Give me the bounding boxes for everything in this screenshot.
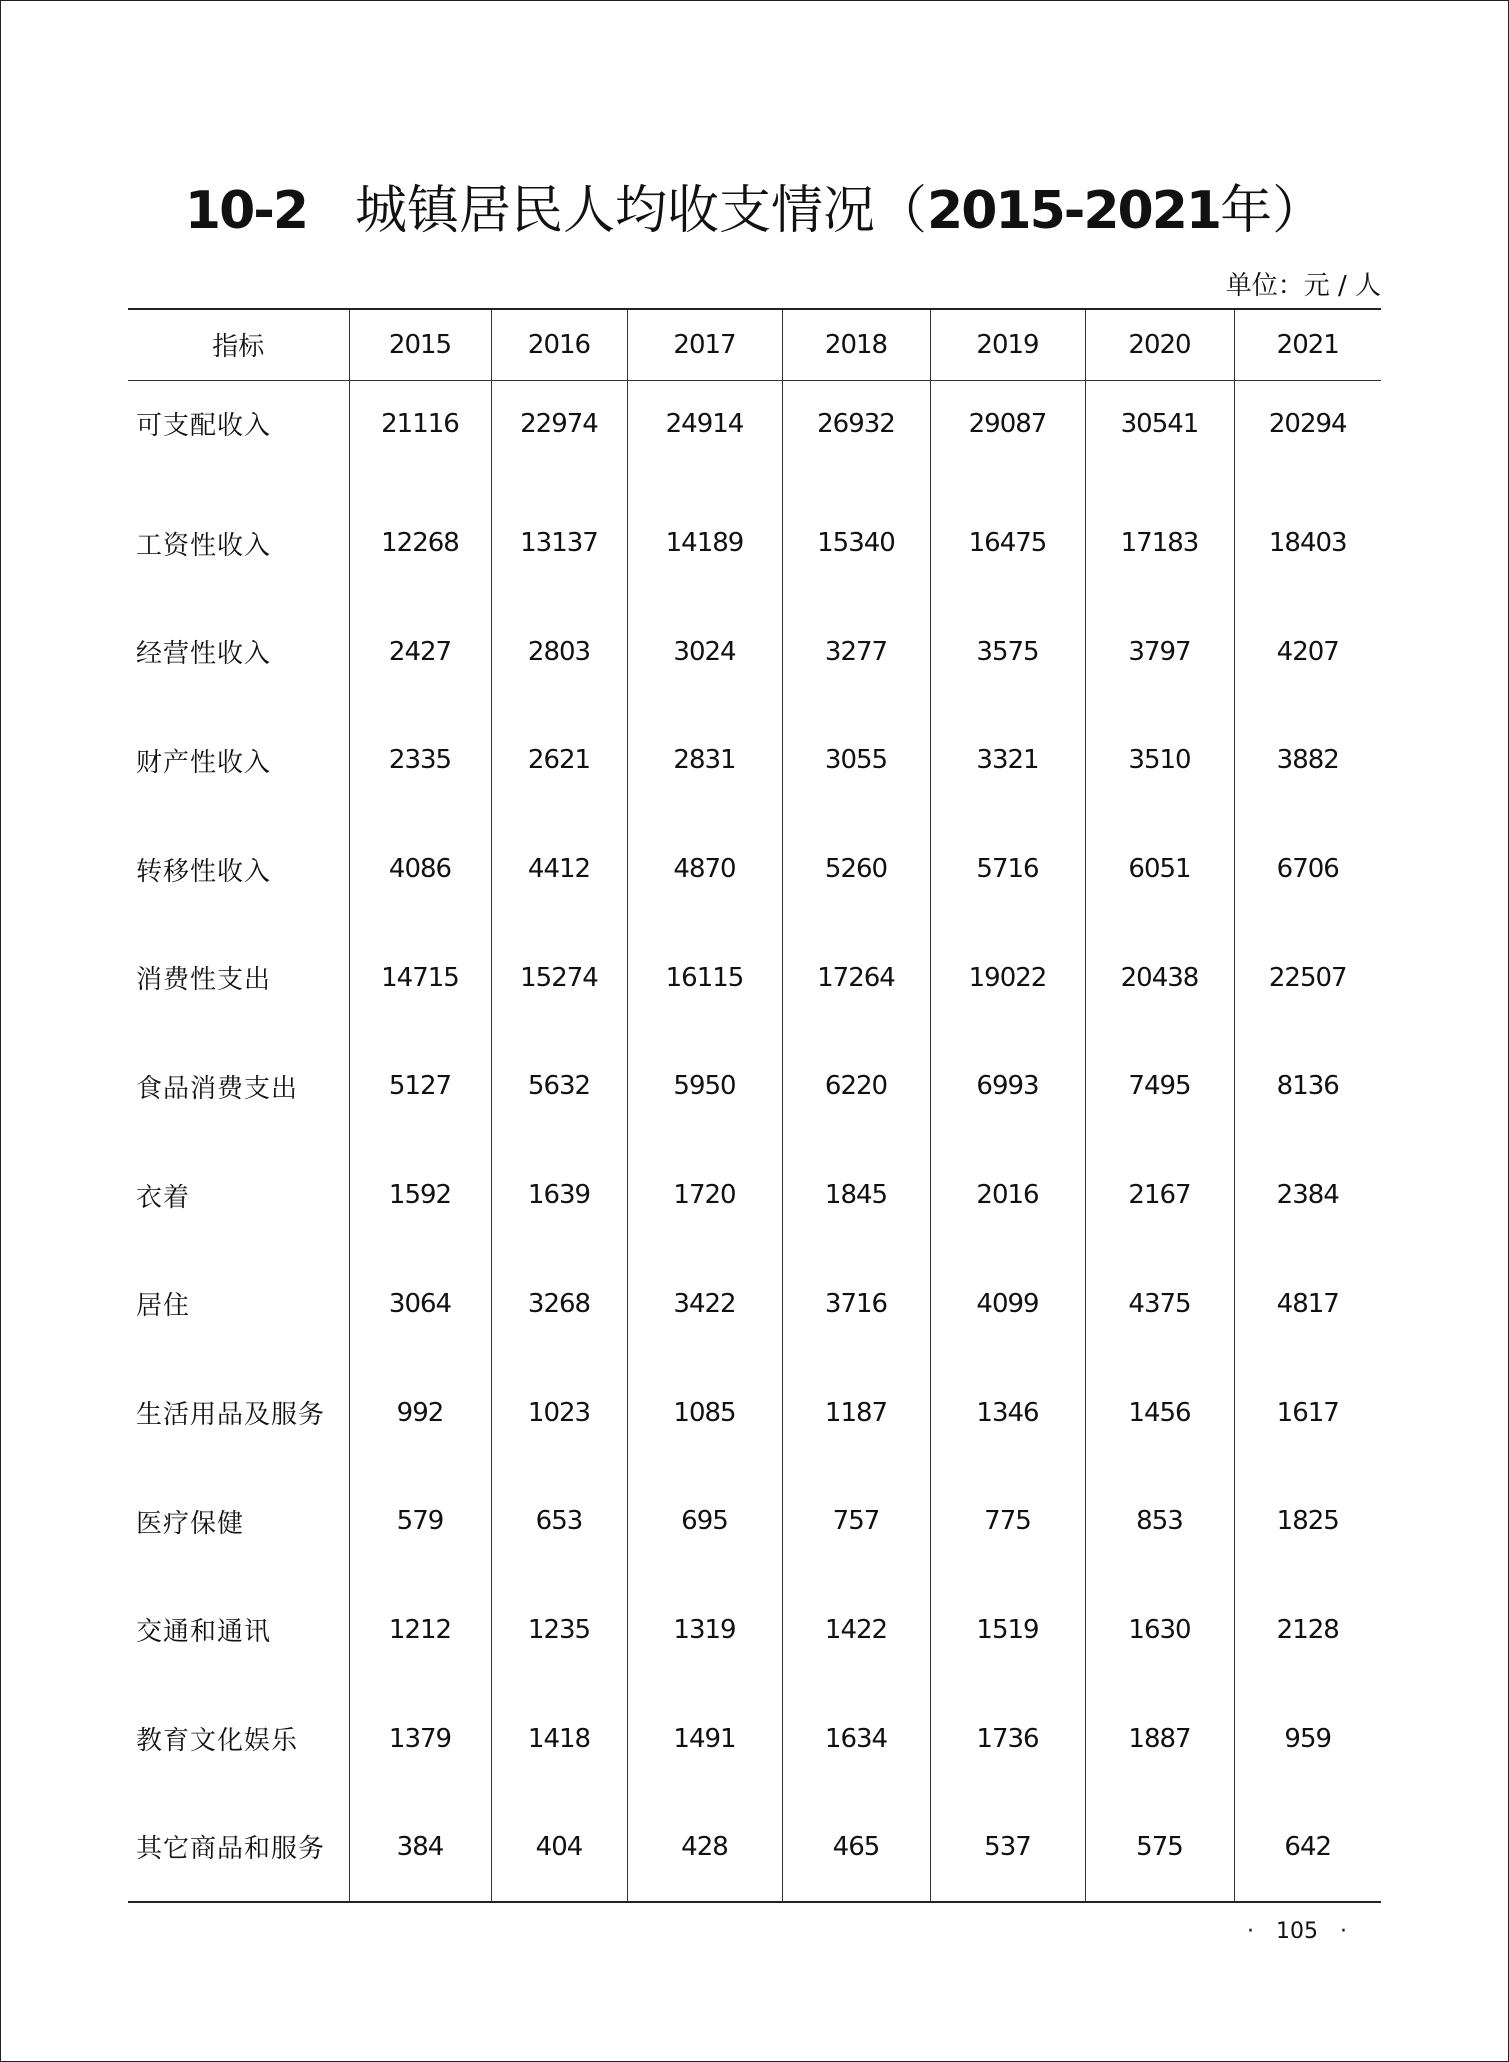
value-cell: 3055	[782, 706, 930, 815]
row-label: 其它商品和服务	[136, 1834, 326, 1865]
value-cell: 579	[349, 1467, 491, 1576]
value-cell: 575	[1085, 1793, 1234, 1902]
value-cell: 1630	[1085, 1576, 1234, 1685]
value-cell: 959	[1234, 1684, 1381, 1793]
page-title	[0, 176, 1509, 246]
header-year: 2020	[1085, 309, 1234, 380]
value-cell: 2384	[1234, 1141, 1381, 1250]
value-cell: 16115	[627, 923, 782, 1032]
value-cell: 5260	[782, 815, 930, 924]
value-cell: 1736	[930, 1684, 1085, 1793]
header-year: 2021	[1234, 309, 1381, 380]
value-cell: 3510	[1085, 706, 1234, 815]
value-cell: 1491	[627, 1684, 782, 1793]
value-cell: 3797	[1085, 597, 1234, 706]
value-cell: 4375	[1085, 1250, 1234, 1359]
value-cell: 4817	[1234, 1250, 1381, 1359]
value-cell: 14715	[349, 923, 491, 1032]
value-cell: 1720	[627, 1141, 782, 1250]
value-cell: 1212	[349, 1576, 491, 1685]
value-cell: 404	[491, 1793, 627, 1902]
header-year: 2016	[491, 309, 627, 380]
value-cell: 20294	[1234, 380, 1381, 489]
value-cell: 2128	[1234, 1576, 1381, 1685]
value-cell: 19022	[930, 923, 1085, 1032]
value-cell: 17264	[782, 923, 930, 1032]
value-cell: 2427	[349, 597, 491, 706]
unit-label: 单位：元 / 人	[1225, 271, 1381, 301]
value-cell: 7495	[1085, 1032, 1234, 1141]
value-cell: 757	[782, 1467, 930, 1576]
value-cell: 4207	[1234, 597, 1381, 706]
value-cell: 1825	[1234, 1467, 1381, 1576]
value-cell: 29087	[930, 380, 1085, 489]
value-cell: 1592	[349, 1141, 491, 1250]
value-cell: 853	[1085, 1467, 1234, 1576]
value-cell: 3277	[782, 597, 930, 706]
value-cell: 1422	[782, 1576, 930, 1685]
header-year: 2018	[782, 309, 930, 380]
table-header-row	[128, 309, 1381, 380]
value-cell: 2335	[349, 706, 491, 815]
value-cell: 1519	[930, 1576, 1085, 1685]
row-label: 医疗保健	[136, 1508, 245, 1539]
value-cell: 26932	[782, 380, 930, 489]
value-cell: 2016	[930, 1141, 1085, 1250]
value-cell: 3024	[627, 597, 782, 706]
value-cell: 20438	[1085, 923, 1234, 1032]
table-row	[128, 1467, 1381, 1576]
table-row	[128, 1793, 1381, 1902]
value-cell: 5632	[491, 1032, 627, 1141]
value-cell: 18403	[1234, 489, 1381, 598]
income-expenditure-table	[128, 308, 1381, 1903]
value-cell: 24914	[627, 380, 782, 489]
value-cell: 15340	[782, 489, 930, 598]
row-label: 生活用品及服务	[136, 1400, 326, 1431]
value-cell: 6220	[782, 1032, 930, 1141]
value-cell: 1023	[491, 1358, 627, 1467]
value-cell: 6993	[930, 1032, 1085, 1141]
table-row	[128, 597, 1381, 706]
title-text: 城镇居民人均收支情况（	[355, 181, 928, 241]
value-cell: 6706	[1234, 815, 1381, 924]
value-cell: 3716	[782, 1250, 930, 1359]
header-indicator: 指标	[212, 332, 265, 363]
value-cell: 2621	[491, 706, 627, 815]
value-cell: 1418	[491, 1684, 627, 1793]
table-row	[128, 706, 1381, 815]
row-label: 转移性收入	[136, 856, 272, 887]
value-cell: 5127	[349, 1032, 491, 1141]
value-cell: 12268	[349, 489, 491, 598]
value-cell: 5716	[930, 815, 1085, 924]
value-cell: 695	[627, 1467, 782, 1576]
value-cell: 992	[349, 1358, 491, 1467]
header-year: 2015	[349, 309, 491, 380]
value-cell: 21116	[349, 380, 491, 489]
value-cell: 4870	[627, 815, 782, 924]
row-label: 居住	[136, 1291, 191, 1322]
page-number-dot-right: ·	[1340, 1919, 1347, 1944]
value-cell: 428	[627, 1793, 782, 1902]
value-cell: 3268	[491, 1250, 627, 1359]
row-label: 可支配收入	[136, 411, 272, 442]
table-number: 10-2	[184, 181, 308, 241]
value-cell: 1639	[491, 1141, 627, 1250]
table-row	[128, 1032, 1381, 1141]
value-cell: 1346	[930, 1358, 1085, 1467]
value-cell: 2831	[627, 706, 782, 815]
row-label: 食品消费支出	[136, 1073, 299, 1104]
value-cell: 16475	[930, 489, 1085, 598]
value-cell: 1379	[349, 1684, 491, 1793]
value-cell: 465	[782, 1793, 930, 1902]
row-label: 消费性支出	[136, 965, 272, 996]
table-row	[128, 489, 1381, 598]
value-cell: 1235	[491, 1576, 627, 1685]
value-cell: 1319	[627, 1576, 782, 1685]
row-label: 工资性收入	[136, 530, 272, 561]
value-cell: 8136	[1234, 1032, 1381, 1141]
title-years: 2015-2021	[927, 181, 1221, 241]
row-label: 衣着	[136, 1182, 191, 1213]
value-cell: 6051	[1085, 815, 1234, 924]
value-cell: 1187	[782, 1358, 930, 1467]
value-cell: 775	[930, 1467, 1085, 1576]
row-label: 经营性收入	[136, 639, 272, 670]
page-number-dot-left: ·	[1247, 1919, 1254, 1944]
value-cell: 1617	[1234, 1358, 1381, 1467]
value-cell: 3064	[349, 1250, 491, 1359]
table-row	[128, 380, 1381, 489]
value-cell: 653	[491, 1467, 627, 1576]
row-label: 交通和通讯	[136, 1617, 272, 1648]
value-cell: 2167	[1085, 1141, 1234, 1250]
table-body	[128, 380, 1381, 1902]
title-suffix: 年）	[1220, 181, 1325, 241]
value-cell: 22507	[1234, 923, 1381, 1032]
table-row	[128, 815, 1381, 924]
value-cell: 1085	[627, 1358, 782, 1467]
row-label: 教育文化娱乐	[136, 1726, 299, 1757]
value-cell: 1634	[782, 1684, 930, 1793]
value-cell: 384	[349, 1793, 491, 1902]
page-number	[1225, 1916, 1369, 1948]
header-year: 2017	[627, 309, 782, 380]
value-cell: 3575	[930, 597, 1085, 706]
value-cell: 30541	[1085, 380, 1234, 489]
value-cell: 537	[930, 1793, 1085, 1902]
value-cell: 642	[1234, 1793, 1381, 1902]
value-cell: 4099	[930, 1250, 1085, 1359]
header-year: 2019	[930, 309, 1085, 380]
value-cell: 13137	[491, 489, 627, 598]
table-row	[128, 1576, 1381, 1685]
value-cell: 1845	[782, 1141, 930, 1250]
value-cell: 5950	[627, 1032, 782, 1141]
table-row	[128, 1684, 1381, 1793]
value-cell: 4412	[491, 815, 627, 924]
value-cell: 4086	[349, 815, 491, 924]
value-cell: 3882	[1234, 706, 1381, 815]
value-cell: 22974	[491, 380, 627, 489]
value-cell: 1456	[1085, 1358, 1234, 1467]
page-number-value: 105	[1276, 1919, 1318, 1944]
value-cell: 3422	[627, 1250, 782, 1359]
row-label: 财产性收入	[136, 747, 272, 778]
value-cell: 14189	[627, 489, 782, 598]
table-row	[128, 1141, 1381, 1250]
table-row	[128, 923, 1381, 1032]
value-cell: 15274	[491, 923, 627, 1032]
value-cell: 17183	[1085, 489, 1234, 598]
value-cell: 2803	[491, 597, 627, 706]
table-row	[128, 1358, 1381, 1467]
value-cell: 1887	[1085, 1684, 1234, 1793]
value-cell: 3321	[930, 706, 1085, 815]
table-row	[128, 1250, 1381, 1359]
